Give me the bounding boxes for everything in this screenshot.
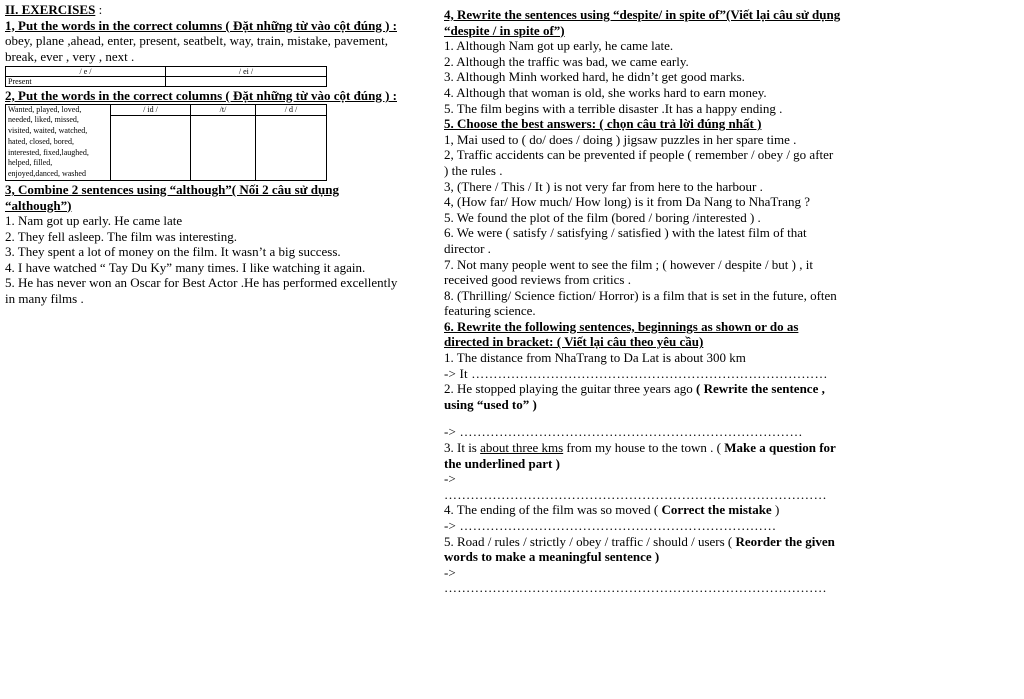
table2-word-line: Wanted, played, loved, (8, 104, 82, 114)
table1-row-present: Present (6, 77, 166, 87)
question-3-arrow: -> (444, 471, 456, 487)
exercise-3-item: 4. I have watched “ Tay Du Ky” many times. I like watching it again. (5, 259, 366, 275)
exercise-6-heading-line-1: 6. Rewrite the following sentences, beginnings as shown or do as (444, 318, 799, 334)
table2-col-t: /t/ (191, 104, 256, 116)
question-5-instruction: Reorder the given (735, 533, 835, 549)
exercise-3-item: 1. Nam got up early. He came late (5, 213, 183, 229)
question-5-answer-line: …………………………………………………………………………… (444, 580, 827, 596)
question-5-instruction-cont: words to make a meaningful sentence ) (444, 549, 660, 565)
exercise-4-item: 4. Although that woman is old, she works hard to earn money. (444, 84, 767, 100)
exercise-4-item: 1. Although Nam got up early, he came late. (444, 38, 674, 54)
right-column (444, 7, 884, 596)
exercise-1-table (5, 66, 327, 87)
exercise-3-heading-line-1: 3, Combine 2 sentences using “although”( Nối 2 câu sử dụng (5, 182, 339, 198)
question-2-instruction: ( Rewrite the sentence , (695, 381, 825, 397)
question-2-instruction-cont: using “used to” ) (444, 396, 537, 412)
exercise-5-line: 3, (There / This / It ) is not very far from here to the harbour . (444, 178, 763, 194)
section-title-line (5, 2, 433, 18)
table2-word-line: enjoyed,danced, washed (8, 169, 86, 179)
question-4-text: 4. The ending of the film was so moved ( (444, 502, 662, 518)
exercise-5-line: 8. (Thrilling/ Science fiction/ Horror) is a film that is set in the future, often (444, 287, 837, 303)
question-3-text-post: from my house to the town . ( (563, 440, 725, 456)
exercise-2-table (5, 104, 327, 182)
table2-cell-t (191, 116, 256, 181)
table2-word-line: helped, filled, (8, 158, 53, 168)
table2-word-line: hated, closed, bored, (8, 136, 74, 146)
exercise-5-line: 1, Mai used to ( do/ does / doing ) jigsaw puzzles in her spare time . (444, 131, 797, 147)
question-1-answer-line: -> It ……………………………………………………………………… (444, 365, 828, 381)
question-4-instruction: Correct the mistake (661, 502, 772, 518)
exercise-4-heading-line-1: 4, Rewrite the sentences using “despite/ in spite of”(Viết lại câu sử dụng (444, 7, 841, 22)
question-2-text: 2. He stopped playing the guitar three years ago (444, 381, 696, 397)
exercise-4-item: 3. Although Minh worked hard, he didn’t get good marks. (444, 69, 745, 85)
table1-col-ei: / ei / (166, 67, 327, 77)
table2-word-list (6, 104, 111, 181)
exercise-2-heading: 2, Put the words in the correct columns ( Đặt những từ vào cột đúng ) : (5, 88, 397, 103)
question-2-line (444, 381, 884, 397)
exercise-5-line: 7. Not many people went to see the film ; ( however / despite / but ) , it (444, 256, 813, 272)
question-4-answer-line: -> ……………………………………………………………… (444, 518, 777, 533)
exercise-5-line: 4, (How far/ How much/ How long) is it from Da Nang to NhaTrang ? (444, 194, 810, 210)
question-5-text: 5. Road / rules / strictly / obey / traffic / should / users ( (444, 533, 736, 549)
exercise-5-line: ) the rules . (444, 162, 503, 178)
exercise-3-item: 3. They spent a lot of money on the film. It wasn’t a big success. (5, 244, 341, 260)
exercise-5-heading: 5. Choose the best answers: ( chọn câu trả lời đúng nhất ) (444, 116, 762, 132)
table2-cell-id (111, 116, 191, 181)
question-3-text-pre: 3. It is (444, 440, 481, 456)
question-4-line (444, 502, 884, 518)
question-3-instruction-cont: the underlined part ) (444, 455, 560, 471)
question-3-line (444, 440, 884, 456)
exercise-3-heading-line-2: “although”) (5, 197, 72, 213)
table1-empty-cell (166, 77, 327, 87)
exercise-5-line: 5. We found the plot of the film (bored / boring /interested ) . (444, 209, 761, 225)
question-1-text: 1. The distance from NhaTrang to Da Lat is about 300 km (444, 350, 746, 366)
question-5-line (444, 534, 884, 550)
exercise-1-words-line-1: obey, plane ,ahead, enter, present, seatbelt, way, train, mistake, pavement, (5, 33, 388, 48)
question-4-close: ) (771, 502, 780, 518)
table2-word-line: visited, waited, watched, (8, 126, 88, 136)
exercise-5-line: featuring science. (444, 303, 536, 319)
exercise-5-line: received good reviews from critics . (444, 272, 631, 288)
exercise-4-heading-line-2: “despite / in spite of”) (444, 22, 565, 38)
table2-word-line: interested, fixed,laughed, (8, 147, 89, 157)
table1-col-e: / e / (6, 67, 166, 77)
exercise-3-item: in many films . (5, 290, 84, 306)
question-5-arrow: -> (444, 564, 456, 580)
question-3-answer-line: …………………………………………………………………………… (444, 486, 827, 502)
left-column (5, 2, 433, 306)
exercise-4-item: 5. The film begins with a terrible disaster .It has a happy ending . (444, 100, 783, 116)
question-3-underlined: about three kms (480, 440, 564, 456)
section-colon: : (95, 2, 103, 17)
exercise-4-item: 2. Although the traffic was bad, we came early. (444, 53, 689, 69)
exercise-5-line: 6. We were ( satisfy / satisfying / satisfied ) with the latest film of that (444, 225, 807, 241)
exercise-1-heading: 1, Put the words in the correct columns ( Đặt những từ vào cột đúng ) : (5, 17, 397, 33)
exercise-6-heading-line-2: directed in bracket: ( Viết lại câu theo yêu cầu) (444, 334, 704, 350)
table2-cell-d (256, 116, 327, 181)
spacer (444, 412, 884, 424)
table2-col-id: / id / (111, 104, 191, 116)
exercise-3-item: 5. He has never won an Oscar for Best Actor .He has performed excellently (5, 275, 398, 291)
table2-col-d: / d / (256, 104, 327, 116)
table2-word-line: needed, liked, missed, (8, 115, 79, 125)
question-3-instruction: Make a question for (724, 440, 836, 456)
exercise-5-line: 2, Traffic accidents can be prevented if people ( remember / obey / go after (444, 147, 834, 163)
exercise-1-words-line-2: break, ever , very , next . (5, 48, 135, 64)
exercise-3-item: 2. They fell asleep. The film was interesting. (5, 228, 238, 244)
exercise-5-line: director . (444, 240, 491, 256)
section-title: II. EXERCISES (5, 2, 96, 17)
question-2-answer-line: -> …………………………………………………………………… (444, 424, 803, 440)
